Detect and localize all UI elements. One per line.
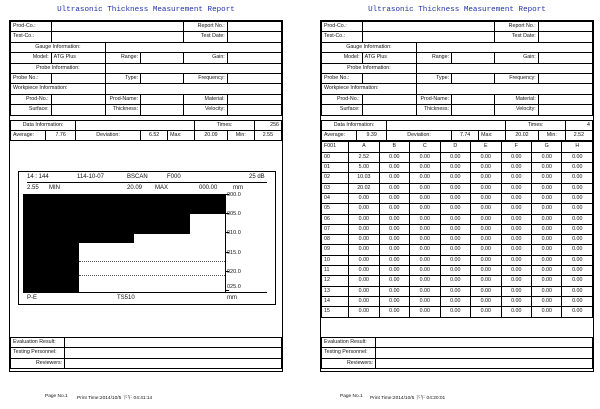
- grid-cell: 0.00: [410, 276, 440, 286]
- scan-probe: P-E: [27, 295, 38, 301]
- page-number: Page No.1: [340, 394, 363, 399]
- grid-cell: 0.00: [349, 214, 379, 224]
- probe-info-label: Probe Information:: [322, 63, 417, 73]
- grid-cell: 0.00: [471, 173, 501, 183]
- grid-cell: 0.00: [410, 204, 440, 214]
- grid-cell: 0.00: [379, 163, 409, 173]
- table-row: [322, 245, 593, 255]
- scale-tick-15: 015.0: [227, 250, 241, 256]
- grid-cell: 0.00: [410, 245, 440, 255]
- scan-unit: mm: [227, 295, 237, 301]
- grid-cell: 0.00: [471, 296, 501, 306]
- data-info-label: Data Information:: [322, 120, 387, 130]
- grid-col-header: F: [501, 142, 531, 152]
- grid-cell: 0.00: [471, 183, 501, 193]
- velocity-label: Velocity:: [184, 105, 227, 115]
- grid-cell: 0.00: [471, 204, 501, 214]
- average-label: Average:: [11, 131, 46, 141]
- grid-cell: 0.00: [471, 193, 501, 203]
- testing-personnel-label: Testing Personnel:: [11, 348, 65, 358]
- row-id: 03: [322, 183, 349, 193]
- scan-min-value: 2.55: [27, 185, 39, 191]
- min-value: 2.55: [254, 131, 281, 141]
- grid-cell: 0.00: [471, 163, 501, 173]
- scan-cursor-value: 000.00: [199, 185, 218, 191]
- grid-cell: 0.00: [471, 214, 501, 224]
- grid-cell: 0.00: [349, 307, 379, 317]
- grid-cell: 10.03: [349, 173, 379, 183]
- grid-cell: 0.00: [562, 214, 593, 224]
- model-label: Model:: [11, 53, 52, 63]
- prod-no-label: Prod-No.:: [11, 94, 52, 104]
- grid-cell: 0.00: [532, 224, 562, 234]
- grid-cell: 0.00: [379, 286, 409, 296]
- grid-cell: 0.00: [471, 307, 501, 317]
- grid-cell: 0.00: [440, 214, 470, 224]
- grid-cell: 0.00: [440, 255, 470, 265]
- type-label: Type:: [105, 74, 140, 84]
- table-row: [322, 286, 593, 296]
- grid-cell: 0.00: [379, 183, 409, 193]
- grid-cell: 0.00: [471, 255, 501, 265]
- grid-cell: 0.00: [440, 266, 470, 276]
- scan-min-label: MIN: [49, 185, 60, 191]
- grid-col-header: B: [379, 142, 409, 152]
- row-id: 12: [322, 276, 349, 286]
- grid-cell: 0.00: [501, 163, 531, 173]
- grid-cell: 0.00: [410, 307, 440, 317]
- grid-cell: 0.00: [532, 214, 562, 224]
- grid-cell: 0.00: [410, 235, 440, 245]
- grid-cell: 0.00: [562, 152, 593, 162]
- grid-cell: 0.00: [562, 163, 593, 173]
- report-no-label: Report No.:: [495, 22, 538, 32]
- table-row: [322, 193, 593, 203]
- grid-cell: 0.00: [379, 214, 409, 224]
- grid-cell: 0.00: [379, 255, 409, 265]
- table-row: [322, 266, 593, 276]
- scale-tick-25: 025.0: [227, 284, 241, 290]
- report-frame: [320, 20, 594, 372]
- signature-table: [321, 337, 593, 369]
- grid-cell: 0.00: [532, 204, 562, 214]
- signature-table: [10, 337, 282, 369]
- grid-cell: 0.00: [440, 183, 470, 193]
- range-label: Range:: [105, 53, 140, 63]
- workpiece-info-label: Workpiece Information:: [322, 84, 417, 94]
- reviewers-label: Reviewers:: [322, 358, 376, 368]
- deviation-label: Deviation:: [387, 131, 452, 141]
- grid-cell: 0.00: [349, 255, 379, 265]
- grid-cell: 0.00: [471, 152, 501, 162]
- report-title: Ultrasonic Thickness Measurement Report: [57, 6, 235, 14]
- grid-cell: 0.00: [501, 152, 531, 162]
- test-date-label: Test Date:: [495, 32, 538, 42]
- grid-cell: 0.00: [410, 286, 440, 296]
- gauge-info-label: Gauge Information:: [11, 42, 106, 52]
- grid-cell: 0.00: [501, 214, 531, 224]
- grid-cell: 0.00: [471, 224, 501, 234]
- prod-no-label: Prod-No.:: [322, 94, 363, 104]
- test-co-label: Test-Co.:: [322, 32, 363, 42]
- grid-cell: 0.00: [562, 307, 593, 317]
- row-id: 01: [322, 163, 349, 173]
- table-row: [322, 163, 593, 173]
- max-label: Max:: [168, 131, 195, 141]
- max-label: Max:: [479, 131, 506, 141]
- header-info-table: [321, 21, 593, 116]
- grid-col-header: G: [532, 142, 562, 152]
- grid-cell: 0.00: [532, 245, 562, 255]
- grid-cell: 0.00: [379, 276, 409, 286]
- grid-cell: 5.00: [349, 163, 379, 173]
- average-value: 9.39: [357, 131, 387, 141]
- grid-cell: 0.00: [379, 235, 409, 245]
- prod-name-label: Prod-Name:: [105, 94, 140, 104]
- grid-cell: 0.00: [349, 286, 379, 296]
- grid-cell: 0.00: [379, 173, 409, 183]
- scan-max-value: 20.09: [127, 185, 143, 191]
- gain-label: Gain:: [495, 53, 538, 63]
- model-label: Model:: [322, 53, 363, 63]
- row-id: 02: [322, 173, 349, 183]
- probe-no-label: Probe No.:: [11, 74, 52, 84]
- grid-cell: 0.00: [440, 204, 470, 214]
- table-row: [322, 235, 593, 245]
- report-page-table: [314, 0, 600, 409]
- grid-cell: 0.00: [532, 307, 562, 317]
- data-info-label: Data Information:: [11, 120, 76, 130]
- grid-cell: 0.00: [410, 255, 440, 265]
- scan-model: TS510: [117, 295, 135, 301]
- grid-cell: 0.00: [379, 204, 409, 214]
- row-id: 11: [322, 266, 349, 276]
- grid-cell: 0.00: [440, 296, 470, 306]
- grid-cell: 0.00: [501, 224, 531, 234]
- prod-name-label: Prod-Name:: [416, 94, 451, 104]
- grid-file-label: F001: [322, 142, 349, 152]
- scan-file: F000: [167, 174, 181, 180]
- grid-cell: 0.00: [562, 224, 593, 234]
- thickness-label: Thickness:: [416, 105, 451, 115]
- prod-co-label: Prod-Co.:: [11, 22, 52, 32]
- grid-col-header: E: [471, 142, 501, 152]
- grid-cell: 0.00: [562, 286, 593, 296]
- bscan-plot: [23, 194, 226, 293]
- bscan-profile-deep: [24, 195, 79, 292]
- grid-cell: 0.00: [471, 266, 501, 276]
- scan-mode: BSCAN: [127, 174, 148, 180]
- surface-label: Surface:: [11, 105, 52, 115]
- grid-cell: 0.00: [532, 255, 562, 265]
- grid-cell: 0.00: [562, 173, 593, 183]
- grid-cell: 0.00: [562, 235, 593, 245]
- workpiece-info-label: Workpiece Information:: [11, 84, 106, 94]
- grid-cell: 0.00: [379, 307, 409, 317]
- grid-cell: 0.00: [410, 193, 440, 203]
- surface-label: Surface:: [322, 105, 363, 115]
- row-id: 07: [322, 224, 349, 234]
- report-frame: [9, 20, 283, 372]
- grid-cell: 0.00: [532, 266, 562, 276]
- grid-cell: 20.02: [349, 183, 379, 193]
- table-row: [322, 204, 593, 214]
- report-title: Ultrasonic Thickness Measurement Report: [368, 6, 546, 14]
- grid-cell: 0.00: [532, 276, 562, 286]
- grid-cell: 0.00: [471, 245, 501, 255]
- grid-cell: 0.00: [501, 276, 531, 286]
- grid-cell: 0.00: [532, 193, 562, 203]
- material-label: Material:: [495, 94, 538, 104]
- report-no-label: Report No.:: [184, 22, 227, 32]
- table-row: [322, 276, 593, 286]
- grid-cell: 0.00: [440, 245, 470, 255]
- grid-col-header: C: [410, 142, 440, 152]
- grid-cell: 0.00: [532, 163, 562, 173]
- average-label: Average:: [322, 131, 357, 141]
- grid-cell: 0.00: [440, 286, 470, 296]
- testing-personnel-label: Testing Personnel:: [322, 348, 376, 358]
- evaluation-label: Evaluation Result:: [11, 338, 65, 348]
- report-page-bscan: [3, 0, 289, 409]
- grid-cell: 0.00: [562, 255, 593, 265]
- grid-cell: 0.00: [440, 152, 470, 162]
- grid-cell: 0.00: [501, 307, 531, 317]
- grid-cell: 0.00: [440, 163, 470, 173]
- material-label: Material:: [184, 94, 227, 104]
- grid-cell: 0.00: [532, 152, 562, 162]
- header-info-table: [10, 21, 282, 116]
- grid-cell: 0.00: [379, 193, 409, 203]
- range-label: Range:: [416, 53, 451, 63]
- grid-cell: 0.00: [410, 183, 440, 193]
- grid-cell: 0.00: [410, 173, 440, 183]
- frequency-label: Frequency:: [495, 74, 538, 84]
- type-label: Type:: [416, 74, 451, 84]
- row-id: 04: [322, 193, 349, 203]
- thickness-label: Thickness:: [105, 105, 140, 115]
- grid-cell: 0.00: [562, 245, 593, 255]
- gauge-info-label: Gauge Information:: [322, 42, 417, 52]
- model-value: ATG Plus: [362, 53, 416, 63]
- grid-cell: 0.00: [501, 204, 531, 214]
- grid-cell: 0.00: [532, 286, 562, 296]
- row-id: 10: [322, 255, 349, 265]
- table-row: [322, 173, 593, 183]
- reviewers-label: Reviewers:: [11, 358, 65, 368]
- scan-gain: 25 dB: [249, 174, 265, 180]
- grid-cell: 0.00: [501, 296, 531, 306]
- grid-cell: 0.00: [471, 286, 501, 296]
- grid-cell: 0.00: [501, 266, 531, 276]
- grid-cell: 0.00: [440, 224, 470, 234]
- data-info-table: [321, 120, 593, 142]
- row-id: 13: [322, 286, 349, 296]
- scan-bottom-line: [27, 292, 267, 304]
- print-time: Print Time:2014/10/5 下午 04:20:01: [370, 396, 446, 401]
- deviation-label: Deviation:: [76, 131, 141, 141]
- table-row: [322, 255, 593, 265]
- grid-cell: 0.00: [562, 266, 593, 276]
- times-value: 256: [254, 120, 281, 130]
- probe-info-label: Probe Information:: [11, 63, 106, 73]
- grid-cell: 0.00: [410, 163, 440, 173]
- test-co-label: Test-Co.:: [11, 32, 52, 42]
- grid-cell: 0.00: [349, 193, 379, 203]
- velocity-label: Velocity:: [495, 105, 538, 115]
- max-value: 20.02: [506, 131, 539, 141]
- frequency-label: Frequency:: [184, 74, 227, 84]
- grid-cell: 0.00: [501, 235, 531, 245]
- grid-cell: 0.00: [501, 173, 531, 183]
- probe-no-label: Probe No.:: [322, 74, 363, 84]
- grid-cell: 0.00: [562, 296, 593, 306]
- grid-col-header: D: [440, 142, 470, 152]
- table-row: [322, 214, 593, 224]
- min-value: 2.52: [565, 131, 592, 141]
- data-info-table: [10, 120, 282, 142]
- grid-cell: 0.00: [562, 276, 593, 286]
- times-value: 4: [565, 120, 592, 130]
- row-id: 08: [322, 235, 349, 245]
- table-row: [322, 296, 593, 306]
- page-number: Page No.1: [45, 394, 68, 399]
- deviation-value: 7.74: [452, 131, 479, 141]
- scan-date: 114-10-07: [77, 174, 104, 180]
- max-value: 20.09: [195, 131, 228, 141]
- row-id: 05: [322, 204, 349, 214]
- row-id: 15: [322, 307, 349, 317]
- grid-header-row: [322, 142, 593, 152]
- grid-cell: 0.00: [379, 245, 409, 255]
- scan-gridline: [79, 261, 225, 262]
- grid-cell: 0.00: [440, 193, 470, 203]
- grid-cell: 0.00: [349, 296, 379, 306]
- scale-tick-0: 000.0: [227, 192, 241, 198]
- grid-cell: 0.00: [379, 296, 409, 306]
- grid-cell: 0.00: [440, 307, 470, 317]
- scan-time: 14 : 144: [27, 174, 49, 180]
- evaluation-label: Evaluation Result:: [322, 338, 376, 348]
- grid-col-header: A: [349, 142, 379, 152]
- grid-cell: 0.00: [562, 183, 593, 193]
- scan-cursor-unit: mm: [233, 185, 243, 191]
- scale-tick-5: 005.0: [227, 211, 241, 217]
- grid-cell: 0.00: [471, 276, 501, 286]
- grid-cell: 0.00: [410, 224, 440, 234]
- grid-cell: 0.00: [410, 266, 440, 276]
- grid-cell: 0.00: [471, 235, 501, 245]
- grid-cell: 0.00: [532, 173, 562, 183]
- row-id: 09: [322, 245, 349, 255]
- grid-cell: 0.00: [410, 296, 440, 306]
- table-row: [322, 183, 593, 193]
- min-label: Min:: [227, 131, 254, 141]
- grid-col-header: H: [562, 142, 593, 152]
- average-value: 7.76: [46, 131, 76, 141]
- grid-cell: 0.00: [379, 152, 409, 162]
- table-row: [322, 152, 593, 162]
- table-row: [322, 224, 593, 234]
- test-date-label: Test Date:: [184, 32, 227, 42]
- grid-cell: 0.00: [349, 204, 379, 214]
- scale-tick-20: 020.0: [227, 269, 241, 275]
- grid-cell: 0.00: [379, 224, 409, 234]
- grid-cell: 0.00: [440, 173, 470, 183]
- grid-cell: 0.00: [410, 152, 440, 162]
- grid-cell: 0.00: [440, 235, 470, 245]
- grid-cell: 0.00: [349, 224, 379, 234]
- gain-label: Gain:: [184, 53, 227, 63]
- grid-cell: 0.00: [349, 245, 379, 255]
- measurement-grid: [321, 141, 593, 317]
- grid-cell: 2.52: [349, 152, 379, 162]
- prod-co-label: Prod-Co.:: [322, 22, 363, 32]
- times-label: Times:: [195, 120, 255, 130]
- times-label: Times:: [506, 120, 566, 130]
- model-value: ATG Plus: [51, 53, 105, 63]
- grid-cell: 0.00: [501, 245, 531, 255]
- print-time: Print Time:2014/10/5 下午 04:41:14: [77, 396, 153, 401]
- grid-cell: 0.00: [349, 266, 379, 276]
- bscan-screen: [18, 171, 276, 305]
- row-id: 14: [322, 296, 349, 306]
- row-id: 00: [322, 152, 349, 162]
- scan-gridline: [79, 275, 225, 276]
- scale-tick-10: 010.0: [227, 230, 241, 236]
- scan-max-label: MAX: [155, 185, 169, 191]
- grid-cell: 0.00: [501, 286, 531, 296]
- grid-cell: 0.00: [349, 276, 379, 286]
- grid-cell: 0.00: [532, 235, 562, 245]
- grid-cell: 0.00: [562, 193, 593, 203]
- grid-cell: 0.00: [349, 235, 379, 245]
- row-id: 06: [322, 214, 349, 224]
- grid-cell: 0.00: [440, 276, 470, 286]
- table-row: [322, 307, 593, 317]
- min-label: Min:: [538, 131, 565, 141]
- grid-cell: 0.00: [379, 266, 409, 276]
- depth-scale: [225, 194, 269, 291]
- grid-cell: 0.00: [562, 204, 593, 214]
- grid-cell: 0.00: [532, 296, 562, 306]
- grid-cell: 0.00: [410, 214, 440, 224]
- deviation-value: 6.52: [141, 131, 168, 141]
- grid-cell: 0.00: [532, 183, 562, 193]
- grid-cell: 0.00: [501, 183, 531, 193]
- grid-cell: 0.00: [501, 193, 531, 203]
- grid-cell: 0.00: [501, 255, 531, 265]
